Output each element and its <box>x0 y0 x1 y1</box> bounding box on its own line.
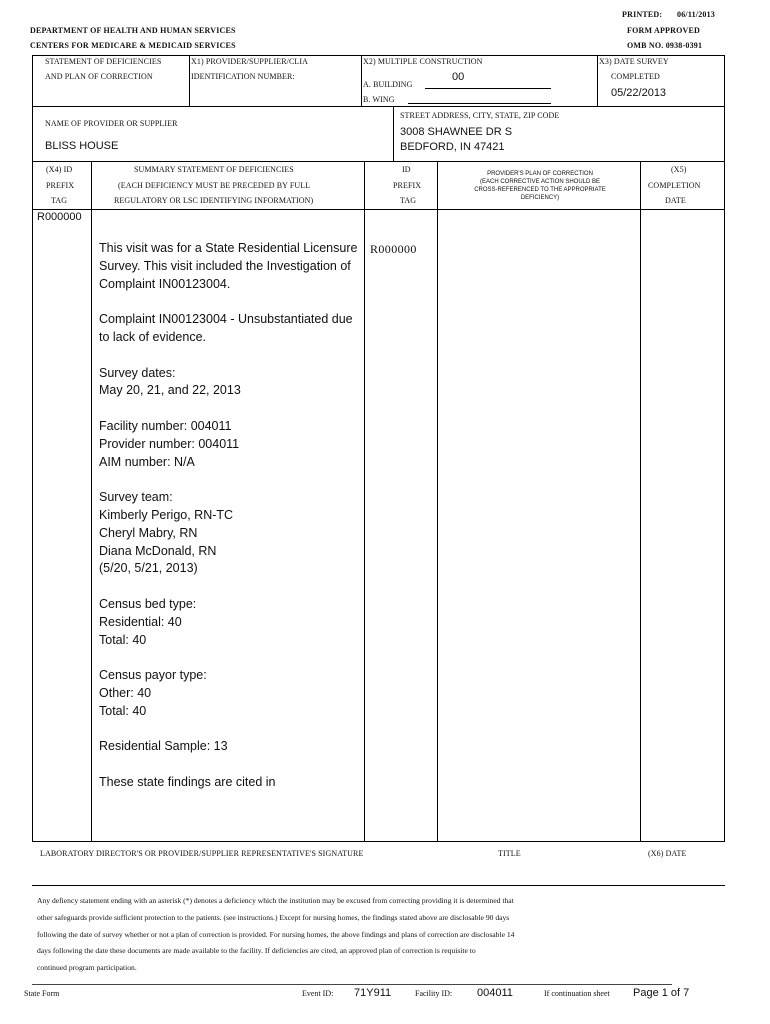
summary-findings-text: This visit was for a State Residential Licensure Survey. This visit included the Investigation of Complaint IN00123004. Complaint IN00123004 - Unsubstantiated due to lack of evidence. Survey dates: May 20, 21, and 22, 2013 Facility number: 004011 Provider number: 004011 AIM number: N/A Survey team: Kimberly Perigo, RN-TC Cheryl Mabry, RN Diana McDonald, RN (5/20, 5/21, 2013) Census bed type: Residential: 40 Total: 40 Census payor type: Other: 40 Total: 40 Residential Sample: 13 These state findings are cited in <box>99 241 358 789</box>
disclaimer-line: other safeguards provide sufficient protection to the patients. (see instructions.) Except for nursing homes, the findings stated above are disclosable 90 days <box>37 912 510 922</box>
building-label: A. BUILDING <box>363 80 413 89</box>
body-right-border <box>724 161 725 842</box>
box-divider-2 <box>361 55 362 107</box>
disclaimer-text <box>37 893 737 977</box>
provider-box-divider <box>393 106 394 162</box>
form-approved: FORM APPROVED <box>627 26 701 35</box>
summary-instruction-1: (EACH DEFICIENCY MUST BE PRECEDED BY FULL <box>118 181 311 190</box>
x4-id-label: (X4) ID <box>46 165 73 174</box>
top-box-left-border <box>32 55 33 107</box>
completion-label: COMPLETION <box>648 181 701 190</box>
id-label: ID <box>402 165 411 174</box>
address-city: BEDFORD, IN 47421 <box>400 141 505 153</box>
x4-tag-label: TAG <box>51 196 68 205</box>
box-divider-3 <box>597 55 598 107</box>
summary-title: SUMMARY STATEMENT OF DEFICIENCIES <box>134 165 294 174</box>
omb-number: OMB NO. 0938-0391 <box>627 41 703 50</box>
disclaimer-line: continued program participation. <box>37 963 137 973</box>
plan-instruction-1: (EACH CORRECTIVE ACTION SHOULD BE <box>479 179 601 185</box>
building-value: 00 <box>452 71 465 83</box>
facility-id-value: 004011 <box>477 987 513 999</box>
summary-instruction-2: REGULATORY OR LSC IDENTIFYING INFORMATION) <box>114 196 314 205</box>
date-label: DATE <box>665 196 686 205</box>
top-box-right-border <box>724 55 725 107</box>
disclaimer-line: Any defiency statement ending with an asterisk (*) denotes a deficiency which the institution may be excused from correcting providing it is determined that <box>37 896 514 905</box>
identification-number-label: IDENTIFICATION NUMBER: <box>191 72 295 81</box>
body-divider-prefix <box>91 161 92 842</box>
disclaimer-line: following the date of survey whether or not a plan of correction is provided. For nursing homes, the above findings and plans of correction are disclosable 14 <box>37 929 515 939</box>
multiple-construction-label: X2) MULTIPLE CONSTRUCTION <box>363 57 483 66</box>
top-box-bottom-border <box>32 106 725 107</box>
provider-box-left-border <box>32 106 33 162</box>
date-survey-label: X3) DATE SURVEY <box>599 57 669 66</box>
plan-instruction-2: CROSS-REFERENCED TO THE APPROPRIATE <box>474 187 606 193</box>
provider-clia-label: X1) PROVIDER/SUPPLIER/CLIA <box>191 57 309 66</box>
event-id-value: 71Y911 <box>354 987 392 999</box>
provider-name-label: NAME OF PROVIDER OR SUPPLIER <box>45 119 178 128</box>
address-street: 3008 SHAWNEE DR S <box>400 126 513 138</box>
body-left-border <box>32 161 33 842</box>
id-tag-label: TAG <box>400 196 417 205</box>
body-divider-id <box>437 161 438 842</box>
event-id-label: Event ID: <box>302 989 334 998</box>
continuation-label: If continuation sheet <box>544 989 610 998</box>
printed-label: PRINTED: <box>622 10 663 19</box>
department-title: DEPARTMENT OF HEALTH AND HUMAN SERVICES <box>30 26 236 35</box>
column-header-bottom-border <box>32 209 725 210</box>
signature-date-label: (X6) DATE <box>648 849 687 858</box>
signature-label: LABORATORY DIRECTOR'S OR PROVIDER/SUPPLIER REPRESENTATIVE'S SIGNATURE <box>40 849 364 858</box>
completed-label: COMPLETED <box>611 72 660 81</box>
signature-bottom-border <box>32 885 725 886</box>
provider-box-right-border <box>724 106 725 162</box>
box-divider-1 <box>189 55 190 107</box>
column-header-top-border <box>32 161 725 162</box>
printed-date: 06/11/2013 <box>677 10 716 19</box>
body-bottom-border <box>32 841 725 842</box>
building-underline <box>425 88 551 89</box>
body-divider-summary <box>364 161 365 842</box>
completed-date: 05/22/2013 <box>611 87 667 99</box>
title-label: TITLE <box>498 849 521 858</box>
footer-rule <box>32 984 672 985</box>
right-prefix-tag: R000000 <box>370 242 417 256</box>
body-divider-plan <box>640 161 641 842</box>
wing-label: B. WING <box>363 95 395 104</box>
centers-title: CENTERS FOR MEDICARE & MEDICAID SERVICES <box>30 41 236 50</box>
wing-underline <box>408 103 551 104</box>
provider-name-value: BLISS HOUSE <box>45 140 119 152</box>
page-number: Page 1 of 7 <box>633 987 690 999</box>
id-prefix-label: PREFIX <box>393 181 422 190</box>
top-box-top-border <box>32 55 725 56</box>
plan-instruction-3: DEFICIENCY) <box>520 195 560 201</box>
facility-id-label: Facility ID: <box>415 989 453 998</box>
state-form-label: State Form <box>24 989 60 998</box>
disclaimer-line: days following the date these documents are made available to the facility. If deficiencies are cited, an approved plan of correction is requisite to <box>37 946 476 956</box>
address-label: STREET ADDRESS, CITY, STATE, ZIP CODE <box>400 111 560 120</box>
statement-label: STATEMENT OF DEFICIENCIES <box>45 57 162 66</box>
x5-label: (X5) <box>671 165 687 174</box>
left-prefix-tag: R000000 <box>37 211 82 223</box>
plan-of-correction-label: AND PLAN OF CORRECTION <box>45 72 153 81</box>
plan-of-correction-title: PROVIDER'S PLAN OF CORRECTION <box>487 171 593 177</box>
x4-prefix-label: PREFIX <box>46 181 75 190</box>
